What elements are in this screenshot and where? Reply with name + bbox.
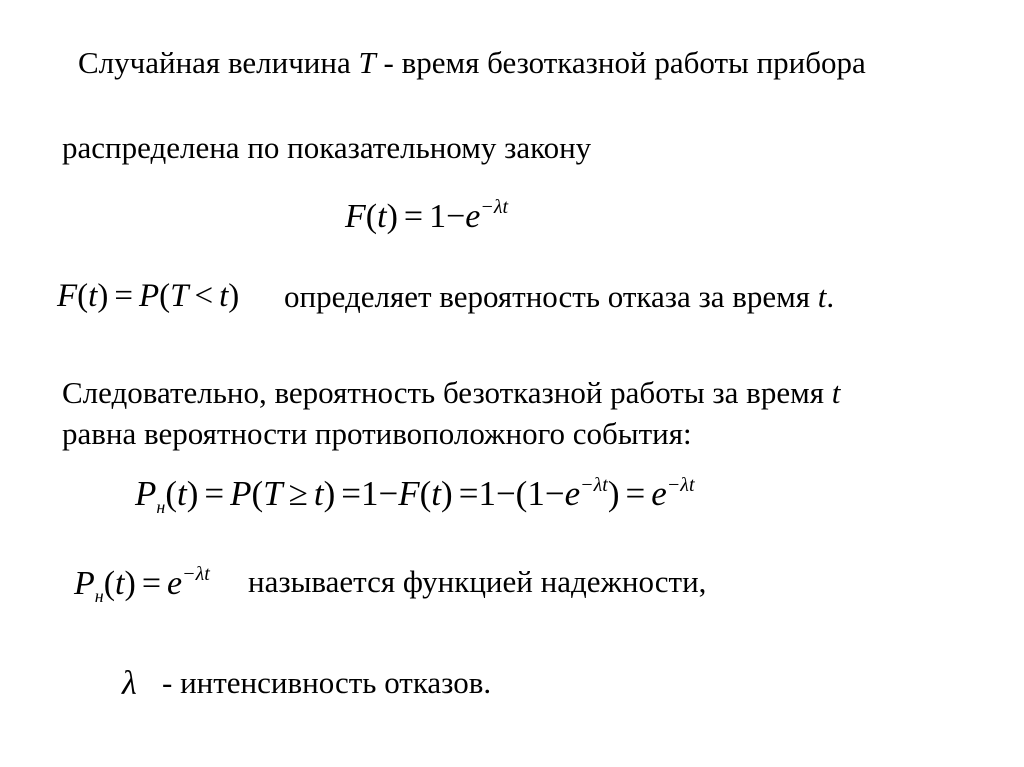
variable-T: T [358, 45, 376, 80]
e-symbol: e [167, 565, 183, 602]
f-symbol: F [57, 278, 78, 314]
lambda-text: - интенсивность отказов. [162, 665, 492, 700]
less-than-symbol: < [194, 278, 214, 314]
definition-sentence: определяет вероятность отказа за время [284, 279, 818, 314]
lambda-symbol: λ [122, 665, 137, 702]
exponent: −λt [666, 474, 695, 496]
t-symbol: t [115, 565, 125, 602]
e-symbol: e [651, 474, 667, 513]
intro-line-2: распределена по показательному закону [62, 130, 592, 165]
t-symbol: t [176, 474, 187, 513]
t-symbol: t [377, 198, 387, 235]
exponent: −λt [580, 474, 608, 496]
formula-definition: F(t) = P(T < t) [57, 278, 240, 314]
intro-text: Случайная величина [78, 45, 359, 80]
f-symbol: F [398, 474, 420, 513]
formula-distribution: $F(t) = 1-e^{-\lambda t}$ [345, 196, 509, 235]
t-symbol: t [431, 474, 442, 513]
intro-line-1 [78, 47, 866, 78]
one-symbol: 1 [429, 198, 447, 235]
one-symbol: 1 [527, 474, 545, 513]
big-t-symbol: T [170, 278, 189, 314]
formula-reliability-derivation: $P_н(t) = P(T \ge t) =1-F(t) =1-(1-e^{-\lambda t}) = e^{-\lambda t}$ [135, 474, 695, 517]
exponent: −λt [182, 563, 210, 585]
formula-reliability-function: $P_н(t) = e^{-\lambda t}$ [74, 563, 210, 606]
subscript-n: н [94, 586, 104, 606]
e-symbol: e [564, 474, 581, 513]
one-symbol: 1 [478, 474, 496, 513]
ge-symbol: ≥ [288, 474, 308, 513]
conclusion-text: Следовательно, вероятность безотказной работы за время [62, 375, 832, 410]
p-symbol: P [230, 474, 252, 513]
p-symbol: P [74, 565, 95, 602]
big-t-symbol: T [263, 474, 283, 513]
definition-text [284, 281, 834, 312]
variable-t: t [831, 375, 841, 410]
f-symbol: F [345, 198, 366, 235]
t-symbol: t [219, 278, 229, 314]
e-symbol: e [465, 198, 481, 235]
variable-t: t [817, 279, 827, 314]
intro-text-end: - время безотказной работы прибора [375, 45, 866, 80]
p-symbol: P [135, 474, 157, 513]
t-symbol: t [88, 278, 98, 314]
conclusion-line-1 [62, 377, 840, 408]
exponent: −λt [480, 196, 509, 218]
reliability-text: называется функцией надежности, [248, 564, 707, 599]
conclusion-line-2: равна вероятности противоположного события: [62, 416, 692, 451]
t-symbol: t [313, 474, 324, 513]
p-symbol: P [138, 278, 160, 314]
period: . [826, 279, 835, 314]
one-symbol: 1 [361, 474, 379, 513]
subscript-n: н [156, 497, 166, 517]
